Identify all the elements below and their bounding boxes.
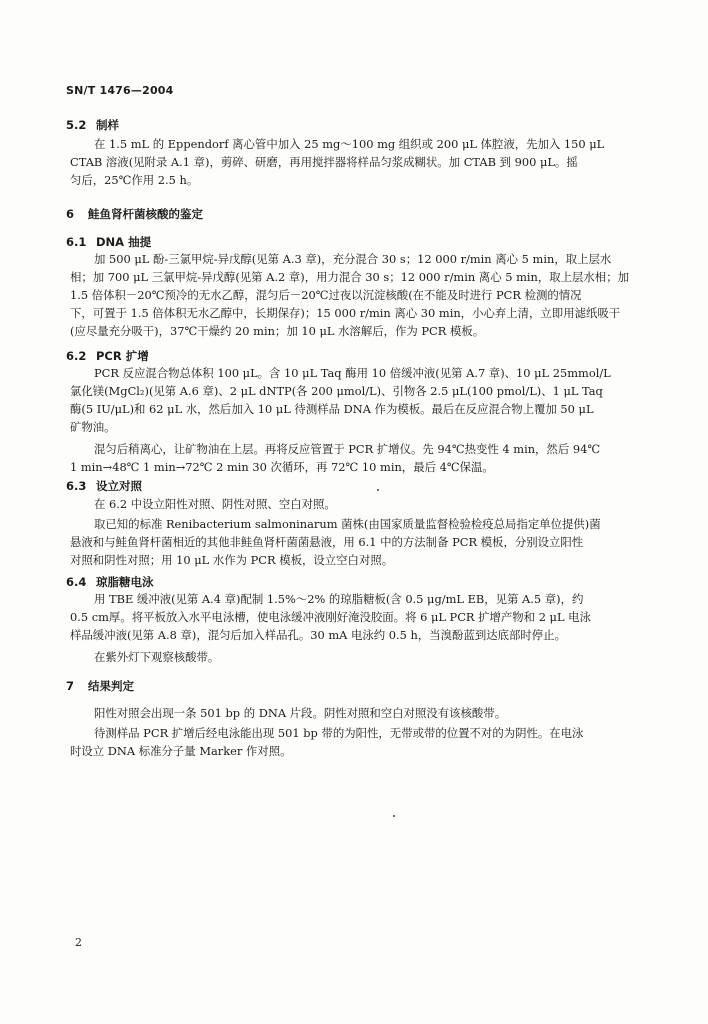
- section-number: 6: [66, 207, 75, 221]
- section-title: 设立对照: [96, 479, 142, 493]
- section-heading-s61: [66, 234, 151, 250]
- standard-header: SN/T 1476—2004: [66, 84, 174, 97]
- section-title: 鲑鱼肾杆菌核酸的鉴定: [88, 207, 203, 221]
- body-text-line: 在紫外灯下观察核酸带。: [94, 650, 220, 664]
- body-text-line: 时设立 DNA 标准分子量 Marker 作对照。: [70, 744, 292, 758]
- body-text-line: 取已知的标准 Renibacterium salmoninarum 菌株(由国家质量监督检验检疫总局指定单位提供)菌: [94, 517, 601, 531]
- section-number: 6.4: [66, 575, 87, 589]
- body-text-line: 待测样品 PCR 扩增后经电泳能出现 501 bp 带的为阳性，无带或带的位置不对的为阴性。在电泳: [94, 726, 584, 740]
- section-title: 制样: [96, 118, 119, 132]
- body-text-line: 对照和阴性对照；用 10 μL 水作为 PCR 模板，设立空白对照。: [70, 553, 394, 567]
- section-title: DNA 抽提: [96, 235, 152, 249]
- section-title: 结果判定: [88, 679, 134, 693]
- section-number: 7: [66, 679, 75, 693]
- body-text-line: 阳性对照会出现一条 501 bp 的 DNA 片段。阴性对照和空白对照没有该核酸带。: [94, 706, 507, 720]
- body-text-line: 加 500 μL 酚-三氯甲烷-异戊醇(见第 A.3 章)，充分混合 30 s；12 000 r/min 离心 5 min，取上层水: [94, 252, 612, 266]
- body-text-line: 1 min→48℃ 1 min→72℃ 2 min 30 次循环，再 72℃ 10 min，最后 4℃保温。: [70, 460, 494, 474]
- page-number: 2: [75, 936, 82, 949]
- body-text-line: 0.5 cm厚。将平板放入水平电泳槽，使电泳缓冲液刚好淹没胶面。将 6 μL PCR 扩增产物和 2 μL 电泳: [70, 610, 591, 624]
- section-heading-s64: [66, 574, 154, 590]
- body-text-line: 氯化镁(MgCl₂)(见第 A.6 章)、2 μL dNTP(各 200 μmol/L)、引物各 2.5 μL(100 pmol/L)、1 μL Taq: [70, 384, 603, 398]
- body-text-line: 混匀后稍离心，让矿物油在上层。再将反应管置于 PCR 扩增仪。先 94℃热变性 4 min，然后 94℃: [94, 442, 601, 456]
- scan-speck: [393, 815, 395, 817]
- section-heading-s62: [66, 348, 149, 364]
- body-text-line: PCR 反应混合物总体积 100 μL。含 10 μL Taq 酶用 10 倍缓冲液(见第 A.7 章)、10 μL 25mmol/L: [94, 366, 611, 380]
- section-heading-s7: [66, 678, 134, 694]
- section-number: 6.3: [66, 479, 87, 493]
- body-text-line: 下，可置于 1.5 倍体积无水乙醇中，长期保存)；15 000 r/min 离心 30 min，小心弃上清，立即用滤纸吸干: [70, 306, 621, 320]
- body-text-line: 用 TBE 缓冲液(见第 A.4 章)配制 1.5%～2% 的琼脂糖板(含 0.5 μg/mL EB，见第 A.5 章)，约: [94, 592, 584, 606]
- section-heading-s52: [66, 117, 119, 133]
- section-number: 6.1: [66, 235, 87, 249]
- section-number: 6.2: [66, 349, 87, 363]
- body-text-line: 在 1.5 mL 的 Eppendorf 离心管中加入 25 mg～100 mg 组织或 200 μL 体腔液，先加入 150 μL: [94, 137, 605, 151]
- section-heading-s63: [66, 478, 142, 494]
- body-text-line: 悬液和与鲑鱼肾杆菌相近的其他非鲑鱼肾杆菌菌悬液，用 6.1 中的方法制备 PCR 模板，分别设立阳性: [70, 535, 584, 549]
- body-text-line: 匀后，25℃作用 2.5 h。: [70, 173, 199, 187]
- body-text-line: 矿物油。: [70, 420, 116, 434]
- scan-speck: [377, 489, 379, 491]
- section-heading-s6: [66, 206, 203, 222]
- body-text-line: 相；加 700 μL 三氯甲烷-异戊醇(见第 A.2 章)，用力混合 30 s；12 000 r/min 离心 5 min，取上层水相；加: [70, 270, 629, 284]
- body-text-line: (应尽量充分吸干)，37℃干燥约 20 min；加 10 μL 水溶解后，作为 PCR 模板。: [70, 324, 485, 338]
- section-title: PCR 扩增: [96, 349, 149, 363]
- section-number: 5.2: [66, 118, 87, 132]
- body-text-line: 样品缓冲液(见第 A.8 章)，混匀后加入样品孔。30 mA 电泳约 0.5 h，当溴酚蓝到达底部时停止。: [70, 628, 566, 642]
- body-text-line: CTAB 溶液(见附录 A.1 章)，剪碎、研磨，再用搅拌器将样品匀浆成糊状。加 CTAB 到 900 μL。摇: [70, 155, 578, 169]
- body-text-line: 在 6.2 中设立阳性对照、阴性对照、空白对照。: [94, 497, 336, 511]
- body-text-line: 酶(5 IU/μL)和 62 μL 水，然后加入 10 μL 待测样品 DNA 作为模板。最后在反应混合物上覆加 50 μL: [70, 402, 594, 416]
- section-title: 琼脂糖电泳: [96, 575, 154, 589]
- body-text-line: 1.5 倍体积－20℃预冷的无水乙醇，混匀后－20℃过夜以沉淀核酸(在不能及时进行 PCR 检测的情况: [70, 288, 582, 302]
